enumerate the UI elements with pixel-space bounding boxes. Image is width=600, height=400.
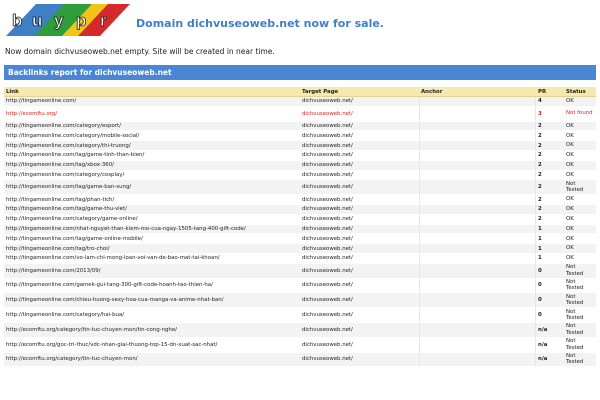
- link-status: Not Tested: [564, 180, 596, 195]
- link-status: OK: [564, 205, 596, 215]
- table-row: [4, 107, 596, 122]
- table-row: [4, 254, 596, 264]
- page-rank: 4: [536, 97, 564, 107]
- target-page: dichvuseoweb.net/: [300, 254, 419, 264]
- anchor-text: [419, 323, 536, 338]
- page-rank: 0: [536, 279, 564, 294]
- target-page: dichvuseoweb.net/: [300, 323, 419, 338]
- target-page: dichvuseoweb.net/: [300, 234, 419, 244]
- backlink-url[interactable]: http://tingameonline.com/chieu-huong-sexy-hoa-cua-manga-va-anime-nhat-ban/: [4, 293, 300, 308]
- target-page: dichvuseoweb.net/: [300, 353, 419, 368]
- logo-letter: b: [12, 11, 23, 30]
- link-status: OK: [564, 225, 596, 235]
- anchor-text: [419, 279, 536, 294]
- anchor-text: [419, 353, 536, 368]
- column-header-status: Status: [564, 87, 596, 97]
- backlink-url[interactable]: http://tingameonline.com/nhat-nguyet-than-kiem-mo-cua-ngay-1505-tang-400-gift-code/: [4, 225, 300, 235]
- target-page: dichvuseoweb.net/: [300, 215, 419, 225]
- backlink-url[interactable]: http://tingameonline.com/category/mobile-social/: [4, 131, 300, 141]
- table-row: [4, 323, 596, 338]
- link-status: OK: [564, 254, 596, 264]
- logo-letter: r: [100, 11, 107, 30]
- backlink-url[interactable]: http://tingameonline.com/category/hai-bua/: [4, 308, 300, 323]
- target-page: dichvuseoweb.net/: [300, 225, 419, 235]
- anchor-text: [419, 107, 536, 122]
- logo-letter: u: [32, 11, 43, 30]
- anchor-text: [419, 205, 536, 215]
- anchor-text: [419, 264, 536, 279]
- link-status: OK: [564, 195, 596, 205]
- table-row: [4, 151, 596, 161]
- backlink-url[interactable]: http://tingameonline.com/: [4, 97, 300, 107]
- backlink-url[interactable]: http://tingameonline.com/category/cosplay/: [4, 171, 300, 181]
- target-page: dichvuseoweb.net/: [300, 264, 419, 279]
- domain-notice: Now domain dichvuseoweb.net empty. Site will be created in near time.: [5, 47, 275, 56]
- target-page: dichvuseoweb.net/: [300, 279, 419, 294]
- table-row: [4, 171, 596, 181]
- backlink-url[interactable]: http://tingameonline.com/tag/phan-tich/: [4, 195, 300, 205]
- backlink-url[interactable]: http://tingameonline.com/tag/game-tinh-than-bien/: [4, 151, 300, 161]
- target-page: dichvuseoweb.net/: [300, 180, 419, 195]
- column-header-anchor: Anchor: [419, 87, 536, 97]
- backlink-url[interactable]: http://ecomftu.org/: [4, 107, 300, 122]
- table-row: [4, 195, 596, 205]
- backlink-url[interactable]: http://tingameonline.com/tag/xbox-360/: [4, 161, 300, 171]
- table-row: [4, 338, 596, 353]
- table-row: [4, 141, 596, 151]
- backlink-url[interactable]: http://tingameonline.com/gamek-gui-tang-300-gift-code-hoanh-tao-thien-ha/: [4, 279, 300, 294]
- anchor-text: [419, 122, 536, 132]
- table-row: [4, 161, 596, 171]
- table-row: [4, 279, 596, 294]
- table-row: [4, 205, 596, 215]
- backlink-url[interactable]: http://tingameonline.com/category/thi-truong/: [4, 141, 300, 151]
- backlink-url[interactable]: http://tingameonline.com/tag/game-thu-viet/: [4, 205, 300, 215]
- page-rank: 2: [536, 131, 564, 141]
- anchor-text: [419, 151, 536, 161]
- page-rank: 1: [536, 254, 564, 264]
- anchor-text: [419, 244, 536, 254]
- sale-headline: Domain dichvuseoweb.net now for sale.: [136, 17, 384, 30]
- page-rank: n/a: [536, 338, 564, 353]
- page-rank: 2: [536, 171, 564, 181]
- page-rank: 2: [536, 205, 564, 215]
- target-page: dichvuseoweb.net/: [300, 131, 419, 141]
- link-status: OK: [564, 234, 596, 244]
- page-rank: 1: [536, 244, 564, 254]
- link-status: OK: [564, 171, 596, 181]
- page-rank: 2: [536, 141, 564, 151]
- table-row: [4, 215, 596, 225]
- anchor-text: [419, 254, 536, 264]
- anchor-text: [419, 161, 536, 171]
- anchor-text: [419, 338, 536, 353]
- page-rank: n/a: [536, 323, 564, 338]
- backlink-url[interactable]: http://ecomftu.org/category/tin-tuc-chuyen-mon/: [4, 353, 300, 368]
- backlink-url[interactable]: http://tingameonline.com/tag/game-ban-sung/: [4, 180, 300, 195]
- target-page: dichvuseoweb.net/: [300, 171, 419, 181]
- backlink-url[interactable]: http://tingameonline.com/category/game-online/: [4, 215, 300, 225]
- page-rank: 0: [536, 264, 564, 279]
- link-status: Not Tested: [564, 264, 596, 279]
- link-status: OK: [564, 151, 596, 161]
- backlink-url[interactable]: http://tingameonline.com/tag/game-online-mobile/: [4, 234, 300, 244]
- page-rank: 2: [536, 180, 564, 195]
- page-rank: 3: [536, 107, 564, 122]
- link-status: OK: [564, 141, 596, 151]
- target-page: dichvuseoweb.net/: [300, 195, 419, 205]
- anchor-text: [419, 195, 536, 205]
- table-row: [4, 180, 596, 195]
- target-page: dichvuseoweb.net/: [300, 151, 419, 161]
- target-page: dichvuseoweb.net/: [300, 308, 419, 323]
- target-page: dichvuseoweb.net/: [300, 141, 419, 151]
- link-status: Not Tested: [564, 279, 596, 294]
- report-title: Backlinks report for dichvuseoweb.net: [4, 65, 596, 80]
- anchor-text: [419, 293, 536, 308]
- column-header-target: Target Page: [300, 87, 419, 97]
- target-page: dichvuseoweb.net/: [300, 97, 419, 107]
- anchor-text: [419, 234, 536, 244]
- table-row: [4, 244, 596, 254]
- link-status: OK: [564, 244, 596, 254]
- link-status: OK: [564, 161, 596, 171]
- anchor-text: [419, 180, 536, 195]
- link-status: Not Tested: [564, 338, 596, 353]
- backlink-url[interactable]: http://tingameonline.com/category/esport/: [4, 122, 300, 132]
- table-row: [4, 264, 596, 279]
- anchor-text: [419, 225, 536, 235]
- link-status: OK: [564, 97, 596, 107]
- target-page: dichvuseoweb.net/: [300, 107, 419, 122]
- backlink-url[interactable]: http://tingameonline.com/tag/tro-choi/: [4, 244, 300, 254]
- target-page: dichvuseoweb.net/: [300, 293, 419, 308]
- link-status: Not Tested: [564, 353, 596, 368]
- table-row: [4, 97, 596, 107]
- link-status: OK: [564, 215, 596, 225]
- target-page: dichvuseoweb.net/: [300, 244, 419, 254]
- link-status: Not Tested: [564, 293, 596, 308]
- page-rank: 0: [536, 308, 564, 323]
- backlink-url[interactable]: http://tingameonline.com/2013/09/: [4, 264, 300, 279]
- column-header-pr: PR: [536, 87, 564, 97]
- table-row: [4, 293, 596, 308]
- target-page: dichvuseoweb.net/: [300, 161, 419, 171]
- target-page: dichvuseoweb.net/: [300, 122, 419, 132]
- target-page: dichvuseoweb.net/: [300, 338, 419, 353]
- table-row: [4, 308, 596, 323]
- table-row: [4, 122, 596, 132]
- page-rank: 1: [536, 234, 564, 244]
- table-header-row: [4, 87, 596, 97]
- target-page: dichvuseoweb.net/: [300, 205, 419, 215]
- anchor-text: [419, 171, 536, 181]
- link-status: Not found: [564, 107, 596, 122]
- logo-letter: y: [54, 11, 64, 30]
- site-header: [4, 2, 596, 38]
- backlink-url[interactable]: http://ecomftu.org/category/tin-tuc-chuyen-mon/tin-cong-nghe/: [4, 323, 300, 338]
- column-header-link: Link: [4, 87, 300, 97]
- page-rank: 1: [536, 225, 564, 235]
- link-status: Not Tested: [564, 308, 596, 323]
- anchor-text: [419, 131, 536, 141]
- page-rank: 0: [536, 293, 564, 308]
- table-row: [4, 225, 596, 235]
- page-rank: 2: [536, 161, 564, 171]
- buypr-logo[interactable]: [4, 2, 132, 38]
- table-row: [4, 131, 596, 141]
- backlink-url[interactable]: http://tingameonline.com/vo-lam-chi-mong-loan-voi-van-de-bao-mat-tai-khoan/: [4, 254, 300, 264]
- anchor-text: [419, 308, 536, 323]
- anchor-text: [419, 215, 536, 225]
- backlinks-table: [4, 87, 596, 367]
- table-row: [4, 353, 596, 368]
- page-rank: 2: [536, 195, 564, 205]
- link-status: Not Tested: [564, 323, 596, 338]
- link-status: OK: [564, 131, 596, 141]
- anchor-text: [419, 97, 536, 107]
- page-rank: 2: [536, 122, 564, 132]
- anchor-text: [419, 141, 536, 151]
- backlink-url[interactable]: http://ecomftu.org/goc-tri-thuc/vdc-nhan-giai-thuong-top-15-dn-xuat-sac-nhat/: [4, 338, 300, 353]
- link-status: OK: [564, 122, 596, 132]
- page-rank: 2: [536, 151, 564, 161]
- logo-letter: p: [76, 11, 87, 30]
- page-rank: 2: [536, 215, 564, 225]
- table-row: [4, 234, 596, 244]
- page-rank: n/a: [536, 353, 564, 368]
